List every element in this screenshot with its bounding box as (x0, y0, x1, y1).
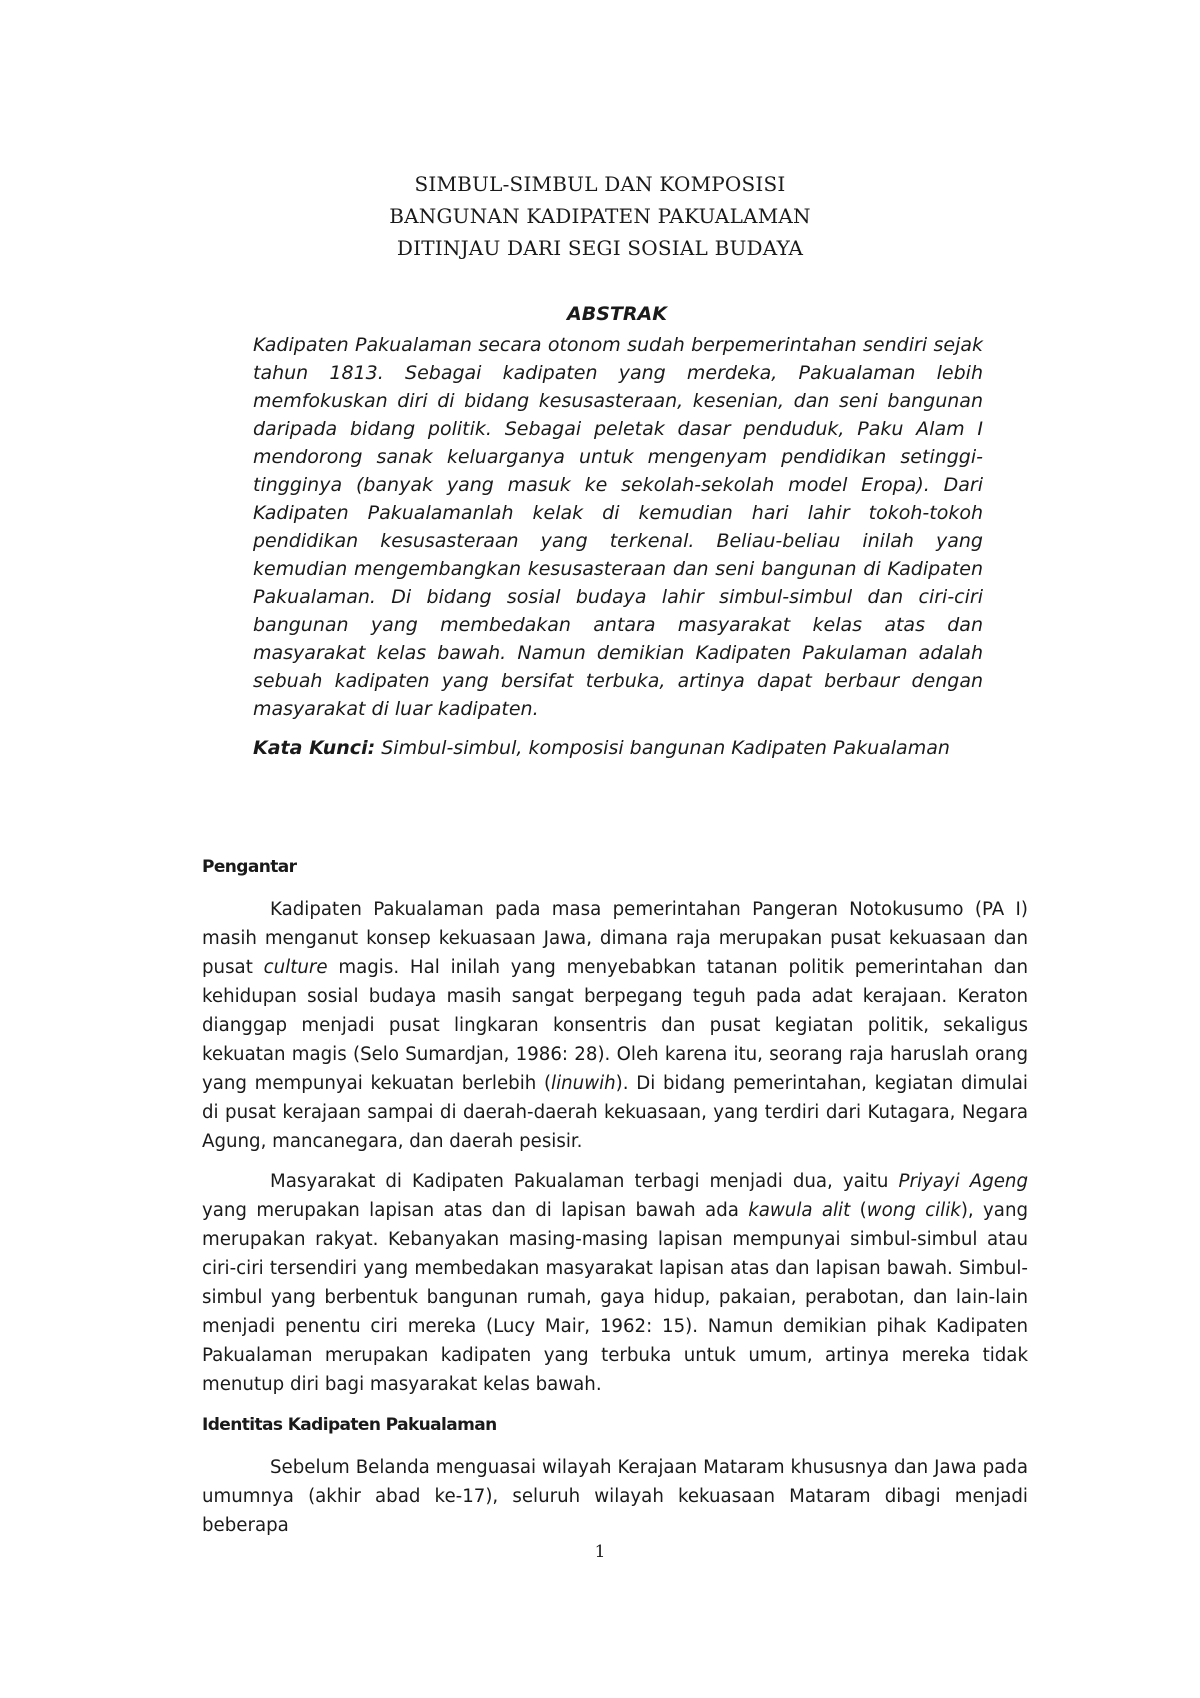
text-run: ). Di bidang pemerintahan, kegiatan dimulai di pusat kerajaan sampai di daerah-daerah kekuasaan, yang terdiri dari Kutagara, Negara Agung, mancanegara, dan daerah pesisir. (202, 1073, 1028, 1152)
document-title (0, 168, 1200, 264)
abstract-text: Kadipaten Pakualaman secara otonom sudah berpemerintahan sendiri sejak tahun 1813. Sebagai kadipaten yang merdeka, Pakualaman lebih memfokuskan diri di bidang kesusasteraan, kesenian, dan seni bangunan daripada bidang politik. Sebagai peletak dasar penduduk, Paku Alam I mendorong sanak keluarganya untuk mengenyam pendidikan setinggi-tingginya (banyak yang masuk ke sekolah-sekolah model Eropa). Dari Kadipaten Pakualamanlah kelak di kemudian hari lahir tokoh-tokoh pendidikan kesusasteraan yang terkenal. Beliau-beliau inilah yang kemudian mengembangkan kesusasteraan dan seni bangunan di Kadipaten Pakualaman. Di bidang sosial budaya lahir simbul-simbul dan ciri-ciri bangunan yang membedakan antara masyarakat kelas atas dan masyarakat kelas bawah. Namun demikian Kadipaten Pakulaman adalah sebuah kadipaten yang bersifat terbuka, artinya dapat berbaur dengan masyarakat di luar kadipaten. (253, 334, 983, 720)
text-run: magis. Hal inilah yang menyebabkan tatanan politik pemerintahan dan kehidupan sosial budaya masih sangat berpegang teguh pada adat kerajaan. Keraton dianggap menjadi pusat lingkaran konsentris dan pusat kegiatan politik, sekaligus kekuatan magis (Selo Sumardjan, 1986: 28). Oleh karena itu, seorang raja haruslah orang yang mempunyai kekuatan berlebih ( (202, 957, 1029, 1094)
italic-term: linuwih (551, 1073, 616, 1094)
page-number: 1 (594, 1542, 606, 1562)
italic-term: wong cilik (866, 1200, 961, 1221)
text-run: Masyarakat di Kadipaten Pakualaman terbagi menjadi dua, yaitu (270, 1171, 899, 1192)
keywords-text: Simbul-simbul, komposisi bangunan Kadipaten Pakualaman (375, 737, 950, 759)
title-line-2: BANGUNAN KADIPATEN PAKUALAMAN (389, 204, 811, 228)
keywords (253, 734, 983, 762)
paragraph-pengantar-2 (202, 1167, 1028, 1399)
keywords-label: Kata Kunci: (253, 737, 376, 759)
text-run: ), yang merupakan rakyat. Kebanyakan masing-masing lapisan mempunyai simbul-simbul atau ciri-ciri tersendiri yang membedakan masyarakat lapisan atas dan lapisan bawah. Simbul-simbul yang berbentuk bangunan rumah, gaya hidup, pakaian, perabotan, dan lain-lain menjadi penentu ciri mereka (Lucy Mair, 1962: 15). Namun demikian pihak Kadipaten Pakualaman merupakan kadipaten yang terbuka untuk umum, artinya mereka tidak menutup diri bagi masyarakat kelas bawah. (202, 1200, 1029, 1395)
section-heading-identitas: Identitas Kadipaten Pakualaman (202, 1415, 497, 1435)
text-run: yang merupakan lapisan atas dan di lapisan bawah ada (202, 1200, 749, 1221)
text-run: ( (850, 1200, 867, 1221)
title-line-1: SIMBUL-SIMBUL DAN KOMPOSISI (414, 172, 786, 196)
text-run: Kadipaten Pakualaman pada masa pemerintahan Pangeran Notokusumo (PA I) masih menganut konsep kekuasaan Jawa, dimana raja merupakan pusat kekuasaan dan pusat (202, 899, 1028, 978)
title-line-3: DITINJAU DARI SEGI SOSIAL BUDAYA (396, 236, 804, 260)
section-heading-pengantar: Pengantar (202, 857, 297, 877)
italic-term: kawula alit (748, 1200, 851, 1221)
abstract-heading: ABSTRAK (567, 303, 667, 325)
paragraph-identitas-1: Sebelum Belanda menguasai wilayah Kerajaan Mataram khususnya dan Jawa pada umumnya (akhir abad ke-17), seluruh wilayah kekuasaan Mataram dibagi menjadi beberapa (202, 1457, 1028, 1536)
italic-term: culture (263, 957, 328, 978)
paragraph-pengantar-1 (202, 895, 1028, 1156)
italic-term: Priyayi Ageng (898, 1171, 1028, 1192)
